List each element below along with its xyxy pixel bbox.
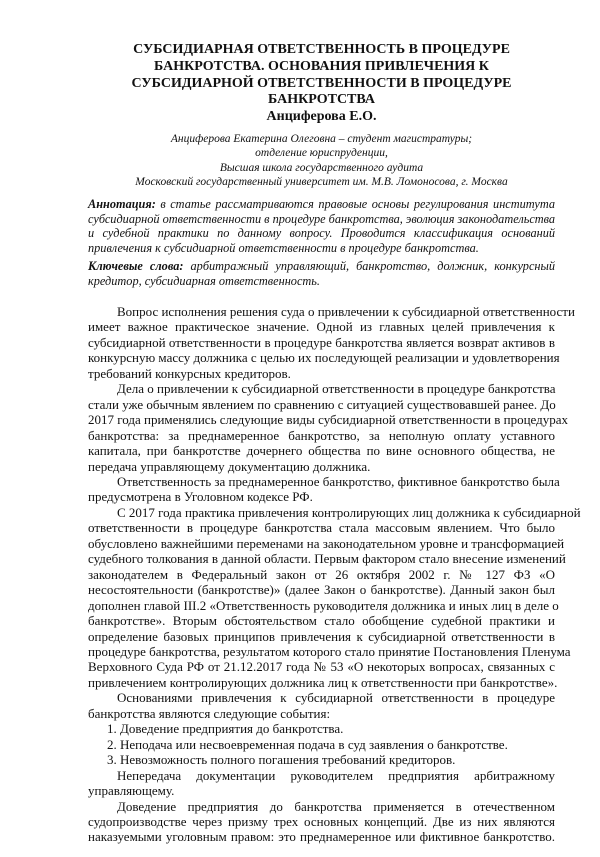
body-text-line: банкротства: за преднамеренное банкротство, за неполную оплату уставного [88, 427, 555, 443]
keywords-line [88, 259, 555, 274]
body-text-line: стали уже обычным явлением по сравнению с ситуацией существовавшей ранее. До [88, 396, 556, 412]
body-text-line: 2017 года применялись следующие виды субсидиарной ответственности в процедурах [88, 412, 569, 428]
body-text-line: Верховного Суда РФ от 21.12.2017 года № 53 «О некоторых вопросах, связанных с [88, 659, 555, 675]
body-text-line: передача управляющему документацию должника. [88, 458, 371, 474]
keywords-line: кредитор, субсидиарная ответственность. [88, 273, 320, 288]
body-text-line: Вопрос исполнения решения суда о привлечении к субсидиарной ответственности [117, 304, 575, 319]
title-line: БАНКРОТСТВА [268, 92, 375, 108]
body-text-line: капитала, при банкротстве дочернего общества по вине основного общества, не [88, 443, 555, 459]
body-text-line: судопроизводстве через призму трех основных концепций. Две из них являются [88, 813, 555, 829]
affiliation-line: Анциферова Екатерина Олеговна – студент магистратуры; [170, 133, 473, 145]
body-text-line: управляющему. [88, 783, 175, 799]
abstract-line [88, 197, 555, 212]
keywords-label: Ключевые слова: [88, 259, 184, 273]
body-text-line: Ответственность за преднамеренное банкротство, фиктивное банкротство была [117, 473, 560, 489]
abstract-line: субсидиарной ответственности в процедуре банкротства, эволюция законодательства [88, 211, 556, 226]
title-line: СУБСИДИАРНОЙ ОТВЕТСТВЕННОСТИ В ПРОЦЕДУРЕ [131, 75, 512, 91]
body-text-line: определение базовых принципов привлечения к субсидиарной ответственности в [88, 628, 555, 644]
body-text-line: судебного толкования в данной области. Первым фактором стало внесение изменений [88, 551, 566, 567]
body-text-line: Непередача документации руководителем предприятия арбитражному [117, 767, 555, 783]
title-line: БАНКРОТСТВА. ОСНОВАНИЯ ПРИВЛЕЧЕНИЯ К [154, 58, 489, 74]
body-text-line: Основаниями привлечения к субсидиарной ответственности в процедуре [117, 690, 555, 706]
body-text-line: обусловлено важнейшими переменами на законодательном уровне и трансформацией [88, 535, 565, 551]
body-text-line: несостоятельности (банкротстве)» (далее Закон о банкротстве). Данный закон был [88, 582, 555, 598]
body-text-line: законодателем в Федеральный закон от 26 октября 2002 г. № 127 ФЗ «О [88, 566, 555, 582]
body-text-line: наказуемыми уголовным правом: это преднамеренное или фиктивное банкротство. [88, 829, 555, 845]
affiliation-line: отделение юриспруденции, [255, 147, 388, 160]
body-text-line: предусмотрена в Уголовном кодексе РФ. [88, 489, 313, 505]
body-text-line: ответственности в процедуре банкротства стала массовым явлением. Что было [88, 520, 555, 536]
abstract-line: привлечения к субсидиарной ответственности в процедуре банкротства. [88, 241, 479, 256]
body-text-line: Доведение предприятия до банкротства применяется в отечественном [117, 798, 555, 814]
body-text-line: привлечением контролирующих должника лиц к ответственности при банкротстве». [88, 674, 558, 690]
body-text-line: субсидиарной ответственности в процедуре банкротства является возврат активов в [88, 334, 555, 350]
affiliation-line: Московский государственный университет им. М.В. Ломоносова, г. Москва [135, 176, 508, 189]
body-text-line: конкурсную массу должника с целью их последующей реализации и удовлетворения [88, 350, 560, 366]
abstract-line: и судебной практики по данному вопросу. Проводится классификация оснований [88, 226, 555, 241]
list-item: 1. Доведение предприятия до банкротства. [107, 721, 344, 737]
article-body [88, 304, 581, 845]
affiliation-line: Высшая школа государственного аудита [219, 161, 424, 174]
list-item: 3. Невозможность полного погашения требований кредиторов. [107, 752, 456, 768]
abstract-label: Аннотация: [88, 197, 156, 211]
body-text-line: банкротстве». Вторым обстоятельством стало обобщение судебной практики и [88, 613, 555, 629]
body-text-line: Дела о привлечении к субсидиарной ответственности в процедуре банкротства [117, 381, 556, 397]
author-affiliation [88, 132, 555, 190]
abstract [88, 197, 555, 256]
body-text-line: имеет важное практическое значение. Одной из главных целей привлечения к [88, 319, 555, 335]
body-text-line: требований конкурсных кредиторов. [88, 365, 291, 381]
body-text-line: С 2017 года практика привлечения контролирующих лиц должника к субсидиарной [117, 504, 581, 520]
article-title [88, 42, 555, 126]
author-name: Анциферова Е.О. [266, 109, 377, 125]
keywords [88, 259, 555, 288]
body-text-line: дополнен главой III.2 «Ответственность руководителя должника и иных лиц в деле о [88, 597, 559, 613]
title-line: СУБСИДИАРНАЯ ОТВЕТСТВЕННОСТЬ В ПРОЦЕДУРЕ [133, 42, 510, 57]
abstract-text: в статье рассматриваются правовые основы регулирования института [160, 197, 555, 211]
body-text-line: процедуре банкротства, результатом которого стало принятие Постановления Пленума [88, 643, 571, 659]
list-item: 2. Неподача или несвоевременная подача в суд заявления о банкротстве. [107, 736, 508, 752]
keywords-text: арбитражный управляющий, банкротство, должник, конкурсный [190, 259, 555, 273]
body-text-line: банкротства являются следующие события: [88, 705, 331, 721]
